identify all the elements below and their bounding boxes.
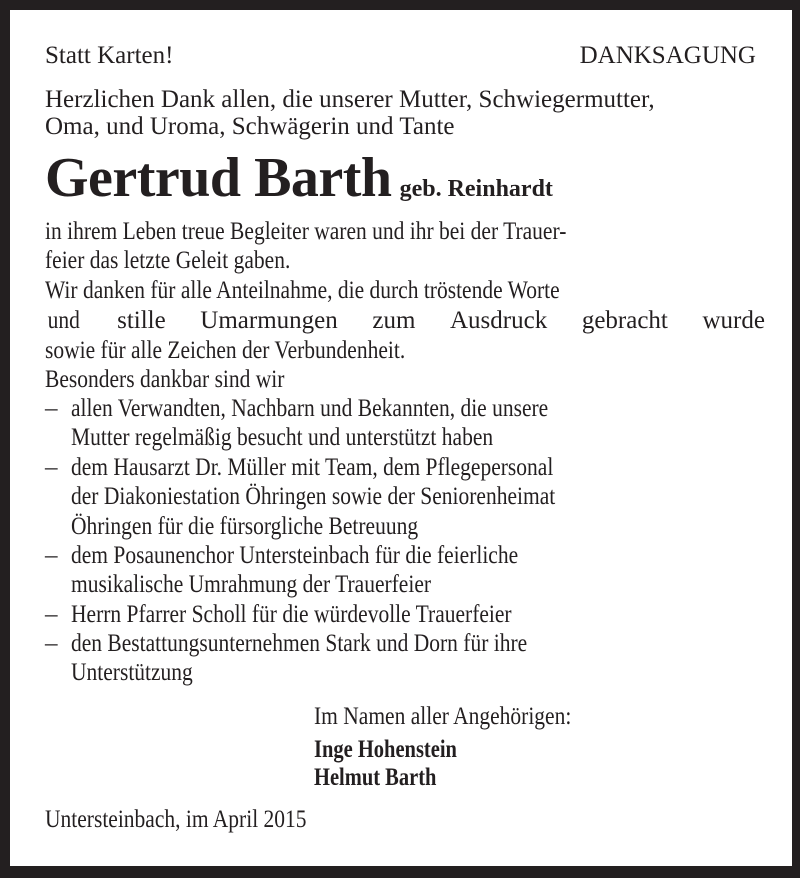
body-line-3: Wir danken für alle Anteilnahme, die durch tröstende Worte — [45, 277, 560, 304]
body-line-5: sowie für alle Zeichen der Verbundenheit. — [45, 337, 406, 364]
list-item-3-line-2: musikalische Umrahmung der Trauerfeier — [71, 571, 432, 598]
word: Ausdruck — [450, 307, 548, 334]
body-line-1: in ihrem Leben treue Begleiter waren und ihr bei der Trauer- — [45, 218, 567, 245]
body-line-6: Besonders dankbar sind wir — [45, 366, 285, 393]
deceased-name: Gertrud Barth — [45, 147, 392, 209]
header-title: DANKSAGUNG — [579, 42, 756, 69]
header-left-text: Statt Karten! — [45, 42, 174, 69]
signatory-1: Inge Hohenstein — [314, 736, 457, 763]
list-item-2-line-2: der Diakoniestation Öhringen sowie der Seniorenheimat — [71, 483, 556, 510]
body-line-4 — [45, 306, 765, 336]
list-dash: – — [45, 601, 58, 628]
intro-line-1: Herzlichen Dank allen, die unserer Mutter, Schwiegermutter, — [45, 86, 655, 113]
body-line-2: feier das letzte Geleit gaben. — [45, 247, 291, 274]
list-item-2-line-3: Öhringen für die fürsorgliche Betreuung — [71, 513, 419, 540]
list-item-3-line-1: dem Posaunenchor Untersteinbach für die feierliche — [71, 542, 519, 569]
obituary-thanks-notice — [10, 10, 792, 866]
place-and-date: Untersteinbach, im April 2015 — [45, 806, 307, 833]
list-item-5-line-2: Unterstützung — [71, 659, 193, 686]
signatory-2: Helmut Barth — [314, 764, 437, 791]
list-dash: – — [45, 542, 58, 569]
list-item-1-line-1: allen Verwandten, Nachbarn und Bekannten, die unsere — [71, 395, 549, 422]
word: Umarmungen — [200, 307, 338, 334]
list-dash: – — [45, 630, 58, 657]
list-item-4-line-1: Herrn Pfarrer Scholl für die würdevolle Trauerfeier — [71, 601, 512, 628]
maiden-name: geb. Reinhardt — [399, 176, 553, 202]
list-item-1-line-2: Mutter regelmäßig besucht und unterstützt haben — [71, 424, 494, 451]
intro-line-2: Oma, und Uroma, Schwägerin und Tante — [45, 113, 455, 140]
deceased-name-heading — [45, 148, 553, 219]
list-item-2-line-1: dem Hausarzt Dr. Müller mit Team, dem Pflegepersonal — [71, 454, 554, 481]
list-dash: – — [45, 395, 58, 422]
list-dash: – — [45, 454, 58, 481]
word: und — [47, 307, 80, 334]
word: wurde — [702, 307, 765, 334]
signature-intro: Im Namen aller Angehörigen: — [314, 703, 572, 730]
word: zum — [372, 307, 416, 334]
list-item-5-line-1: den Bestattungsunternehmen Stark und Dorn für ihre — [71, 630, 528, 657]
word: gebracht — [581, 307, 668, 334]
word: stille — [117, 307, 166, 334]
